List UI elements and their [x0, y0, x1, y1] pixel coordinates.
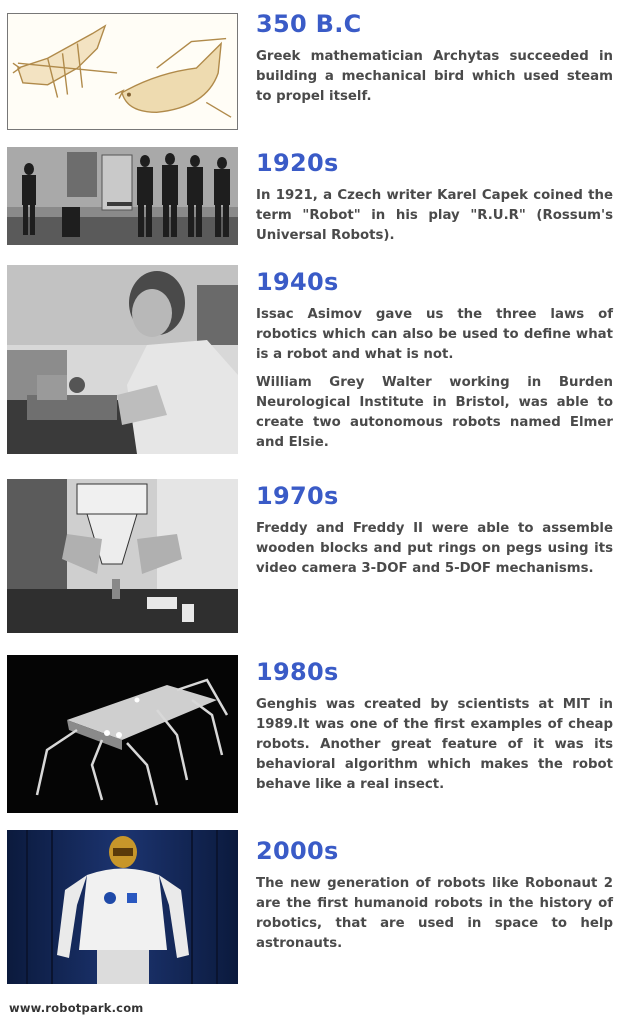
timeline-text [256, 268, 613, 461]
site-footer-link[interactable]: www.robotpark.com [9, 1001, 144, 1015]
description: Greek mathematician Archytas succeeded in building a mechanical bird which used steam to propel itself. [256, 49, 613, 104]
genghis-insect-robot-image [7, 655, 238, 813]
scientist-workbench-image [7, 265, 238, 454]
year-heading: 1970s [256, 482, 339, 510]
timeline-text [256, 658, 613, 803]
description: Issac Asimov gave us the three laws of robotics which can also be used to define what is a robot and what is not. [256, 307, 613, 362]
description: The new generation of robots like Robonaut 2 are the first humanoid robots in the history of robotics, that are used in space to help astronauts. [256, 876, 613, 951]
robonaut-humanoid-image [7, 830, 238, 984]
timeline-text [256, 482, 613, 587]
year-heading: 1940s [256, 268, 339, 296]
year-heading: 350 B.C [256, 10, 362, 38]
year-heading: 2000s [256, 837, 339, 865]
description: In 1921, a Czech writer Karel Capek coined the term "Robot" in his play "R.U.R" (Rossum's Universal Robots). [256, 188, 613, 243]
freddy-robot-arm-image [7, 479, 238, 633]
description: Genghis was created by scientists at MIT in 1989.It was one of the first examples of cheap robots. Another great feature of it was its behavioral algorithm which makes the robot behave like a real insect. [256, 697, 613, 792]
rur-play-stage-image [7, 147, 238, 245]
description: Freddy and Freddy II were able to assemble wooden blocks and put rings on pegs using its video camera 3-DOF and 5-DOF mechanisms. [256, 521, 613, 576]
year-heading: 1920s [256, 149, 339, 177]
mechanical-bird-sketch-image [7, 13, 238, 130]
year-heading: 1980s [256, 658, 339, 686]
description: William Grey Walter working in Burden Neurological Institute in Bristol, was able to create two autonomous robots named Elmer and Elsie. [256, 375, 613, 450]
timeline-text [256, 149, 613, 254]
timeline-text [256, 10, 613, 115]
timeline-text [256, 837, 613, 962]
